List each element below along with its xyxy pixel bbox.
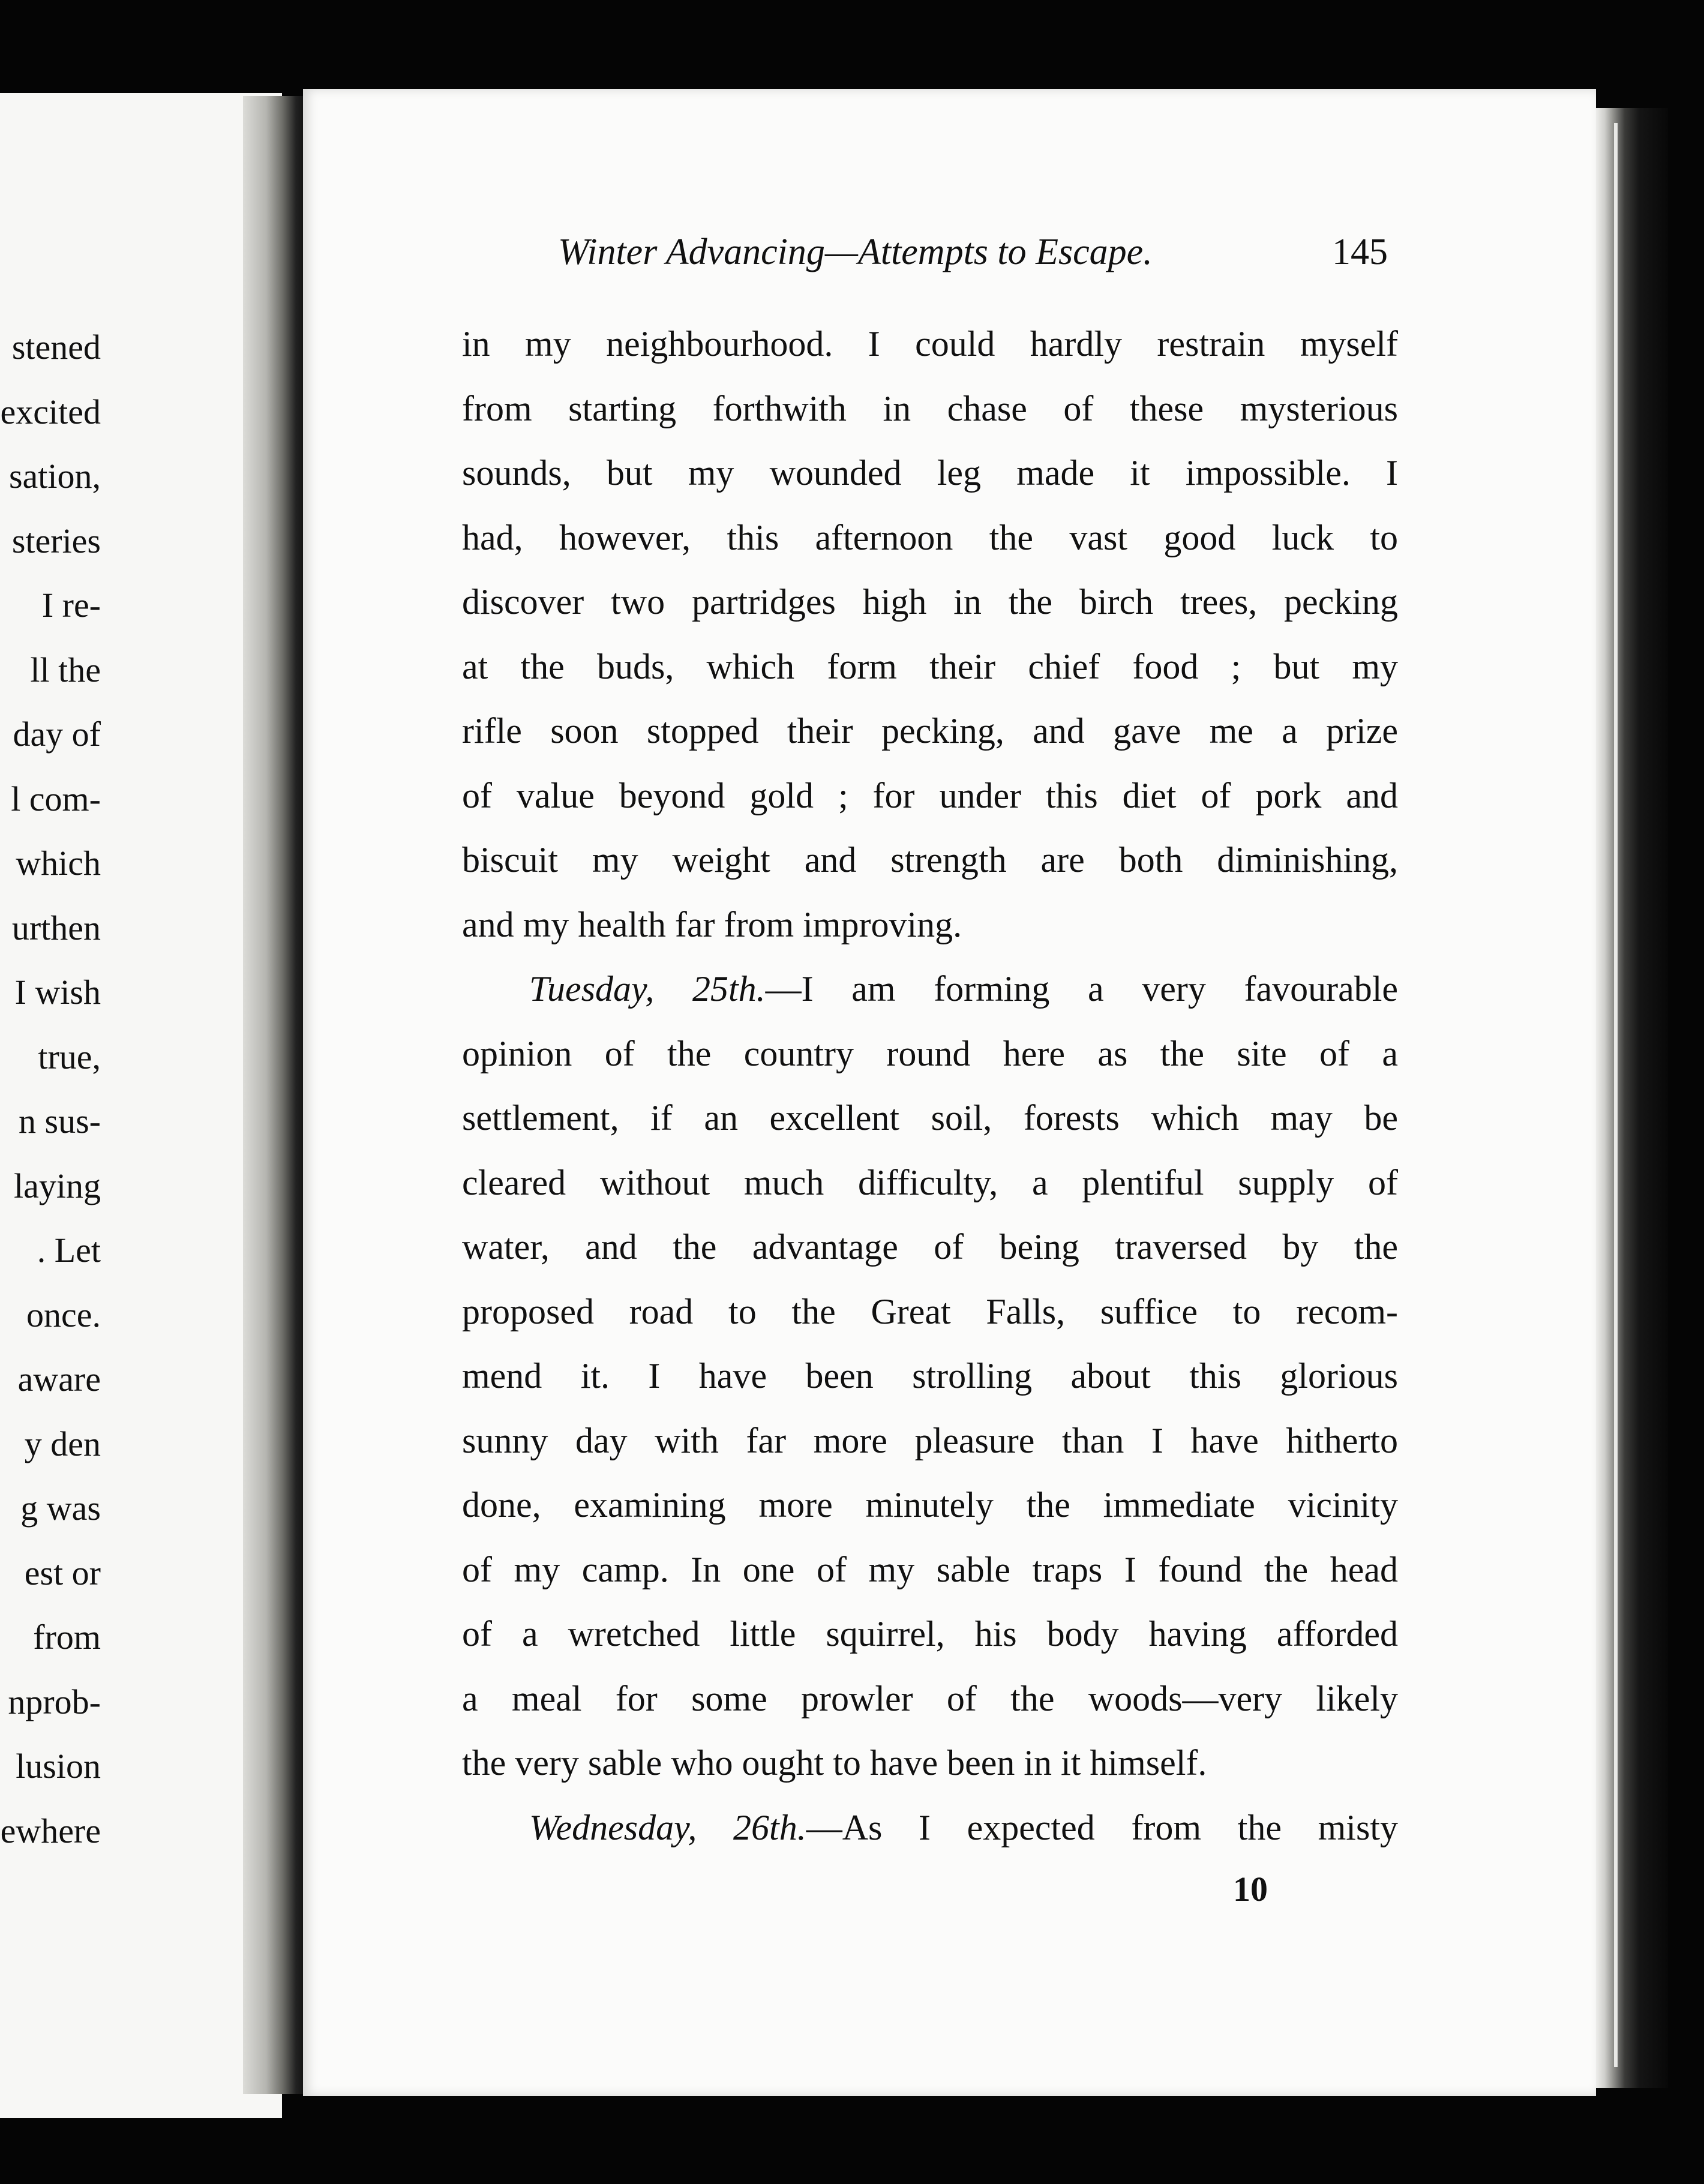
text-line: a meal for some prowler of the woods—very likely [462, 1678, 1398, 1718]
entry-text: —As I expected from the misty [806, 1807, 1398, 1847]
page-edge-highlight [1614, 123, 1618, 2067]
left-page-line-fragment: I wish [14, 973, 101, 1012]
left-page-line-fragment: I re- [41, 586, 101, 625]
left-page-line-fragment: nprob- [8, 1682, 101, 1721]
text-line: sunny day with far more pleasure than I have hitherto [462, 1420, 1398, 1460]
text-line: proposed road to the Great Falls, suffice to recom- [462, 1291, 1398, 1331]
text-line: settlement, if an excellent soil, forests which may be [462, 1098, 1398, 1138]
entry-text: —I am forming a very favourable [765, 969, 1398, 1009]
left-page-line-fragment: ll the [30, 650, 101, 689]
left-page-line-fragment: stened [11, 328, 101, 367]
page-edge-shadow [1596, 108, 1668, 2088]
page-number: 145 [1332, 232, 1388, 272]
entry-date: Wednesday, 26th. [529, 1807, 806, 1847]
text-line: of value beyond gold ; for under this diet of pork and [462, 775, 1398, 815]
text-line: of my camp. In one of my sable traps I found the head [462, 1549, 1398, 1589]
book-gutter [243, 96, 309, 2094]
left-page-line-fragment: laying [14, 1166, 101, 1205]
left-page-line-fragment: excited [0, 392, 101, 431]
left-page-line-fragment: g was [20, 1489, 101, 1528]
text-line: from starting forthwith in chase of these mysterious [462, 388, 1398, 428]
left-page-line-fragment: sation, [8, 457, 101, 496]
text-line: at the buds, which form their chief food ; but my [462, 646, 1398, 686]
left-page-line-fragment: urthen [11, 908, 101, 947]
text-line: biscuit my weight and strength are both diminishing, [462, 840, 1398, 880]
entry-date: Tuesday, 25th. [529, 969, 766, 1009]
text-line: done, examining more minutely the immediate vicinity [462, 1485, 1398, 1525]
text-line: cleared without much difficulty, a plentiful supply of [462, 1162, 1398, 1202]
text-line: the very sable who ought to have been in it himself. [462, 1743, 1207, 1783]
text-line: discover two partridges high in the birch trees, pecking [462, 582, 1398, 622]
left-page-line-fragment: n sus- [19, 1102, 101, 1141]
signature-mark: 10 [1233, 1870, 1268, 1909]
left-page-line-fragment: ewhere [0, 1811, 101, 1850]
diary-entry-heading [462, 957, 1398, 1022]
text-line: opinion of the country round here as the site of a [462, 1033, 1398, 1073]
body-text [462, 312, 1398, 1860]
left-page-line-fragment: day of [13, 715, 101, 754]
text-line: water, and the advantage of being traversed by the [462, 1227, 1398, 1267]
diary-entry-heading [462, 1796, 1398, 1861]
text-line: mend it. I have been strolling about this glorious [462, 1356, 1398, 1396]
text-line: of a wretched little squirrel, his body having afforded [462, 1614, 1398, 1654]
running-head [558, 231, 1398, 285]
left-page-line-fragment: lusion [16, 1747, 101, 1786]
left-page-line-fragment: est or [24, 1553, 101, 1592]
left-page-line-fragment: once. [26, 1295, 101, 1334]
text-line: had, however, this afternoon the vast good luck to [462, 517, 1398, 557]
left-page-line-fragment: . Let [37, 1231, 101, 1270]
left-page-line-fragment: which [16, 844, 101, 883]
left-page-line-fragment: true, [38, 1037, 101, 1076]
left-page-line-fragment: l com- [11, 779, 101, 818]
text-line: rifle soon stopped their pecking, and gave me a prize [462, 711, 1398, 751]
left-page-line-fragment: aware [17, 1360, 101, 1399]
text-line: in my neighbourhood. I could hardly restrain myself [462, 324, 1398, 364]
text-line: sounds, but my wounded leg made it impossible. I [462, 453, 1398, 493]
text-line: and my health far from improving. [462, 904, 962, 944]
running-head-title: Winter Advancing—Attempts to Escape. [558, 232, 1153, 272]
left-page-line-fragment: y den [24, 1424, 101, 1463]
left-page-line-fragment: steries [11, 521, 101, 560]
left-page [0, 93, 282, 2118]
left-page-line-fragment: from [33, 1618, 101, 1657]
